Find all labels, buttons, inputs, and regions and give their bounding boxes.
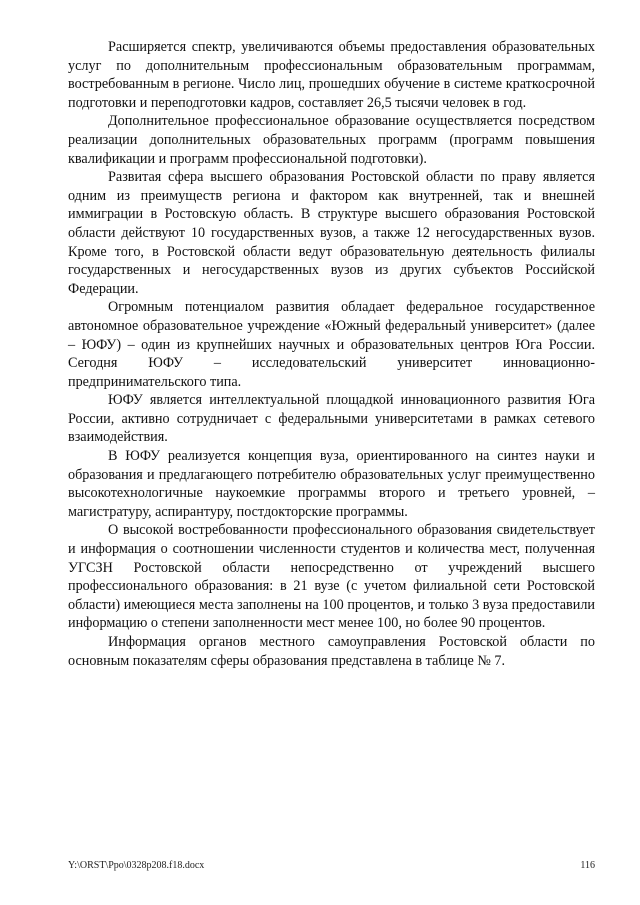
footer-file-path: Y:\ORST\Ppo\0328p208.f18.docx xyxy=(68,860,205,871)
paragraph: В ЮФУ реализуется концепция вуза, ориентированного на синтез науки и образования и предлагающего потребителю образовательных услуг преимущественно высокотехнологичные наукоемкие программы второго и третьего уровней, – магистратуру, аспирантуру, постдокторские программы. xyxy=(68,448,595,520)
paragraph: Расширяется спектр, увеличиваются объемы предоставления образовательных услуг по дополнительным профессиональным образовательным программам, востребованным в регионе. Число лиц, прошедших обучение в системе краткосрочной подготовки и переподготовки кадров, составляет 26,5 тысячи человек в год. xyxy=(68,39,595,111)
paragraph: Огромным потенциалом развития обладает федеральное государственное автономное образовательное учреждение «Южный федеральный университет» (далее – ЮФУ) – один из крупнейших научных и образовательных центров Юга России. Сегодня ЮФУ – исследовательский университет инновационно-предпринимательского типа. xyxy=(68,299,595,390)
page-footer xyxy=(68,860,595,872)
document-body xyxy=(68,38,595,670)
paragraph: Дополнительное профессиональное образование осуществляется посредством реализации дополнительных образовательных программ (программ повышения квалификации и программ профессиональной подготовки). xyxy=(68,113,595,167)
paragraph: О высокой востребованности профессионального образования свидетельствует и информация о соотношении численности студентов и количества мест, полученная УГСЗН Ростовской области непосредственно от учреждений высшего профессионального образования: в 21 вузе (с учетом филиальной сети Ростовской области) имеющиеся места заполнены на 100 процентов, и только 3 вуза предоставили информацию о степени заполненности мест менее 100, но более 90 процентов. xyxy=(68,522,595,632)
paragraph: Информация органов местного самоуправления Ростовской области по основным показателям сферы образования представлена в таблице № 7. xyxy=(68,634,595,669)
paragraph: ЮФУ является интеллектуальной площадкой инновационного развития Юга России, активно сотрудничает с федеральными университетами в рамках сетевого взаимодействия. xyxy=(68,392,595,446)
paragraph: Развитая сфера высшего образования Ростовской области по праву является одним из преимуществ региона и фактором как внутренней, так и внешней иммиграции в Ростовскую область. В структуре высшего образования Ростовской области действуют 10 государственных вузов, а также 12 негосударственных вузов. Кроме того, в Ростовской области ведут образовательную деятельность филиалы государственных и негосударственных вузов из других субъектов Российской Федерации. xyxy=(68,169,595,297)
page-number: 116 xyxy=(580,860,595,871)
